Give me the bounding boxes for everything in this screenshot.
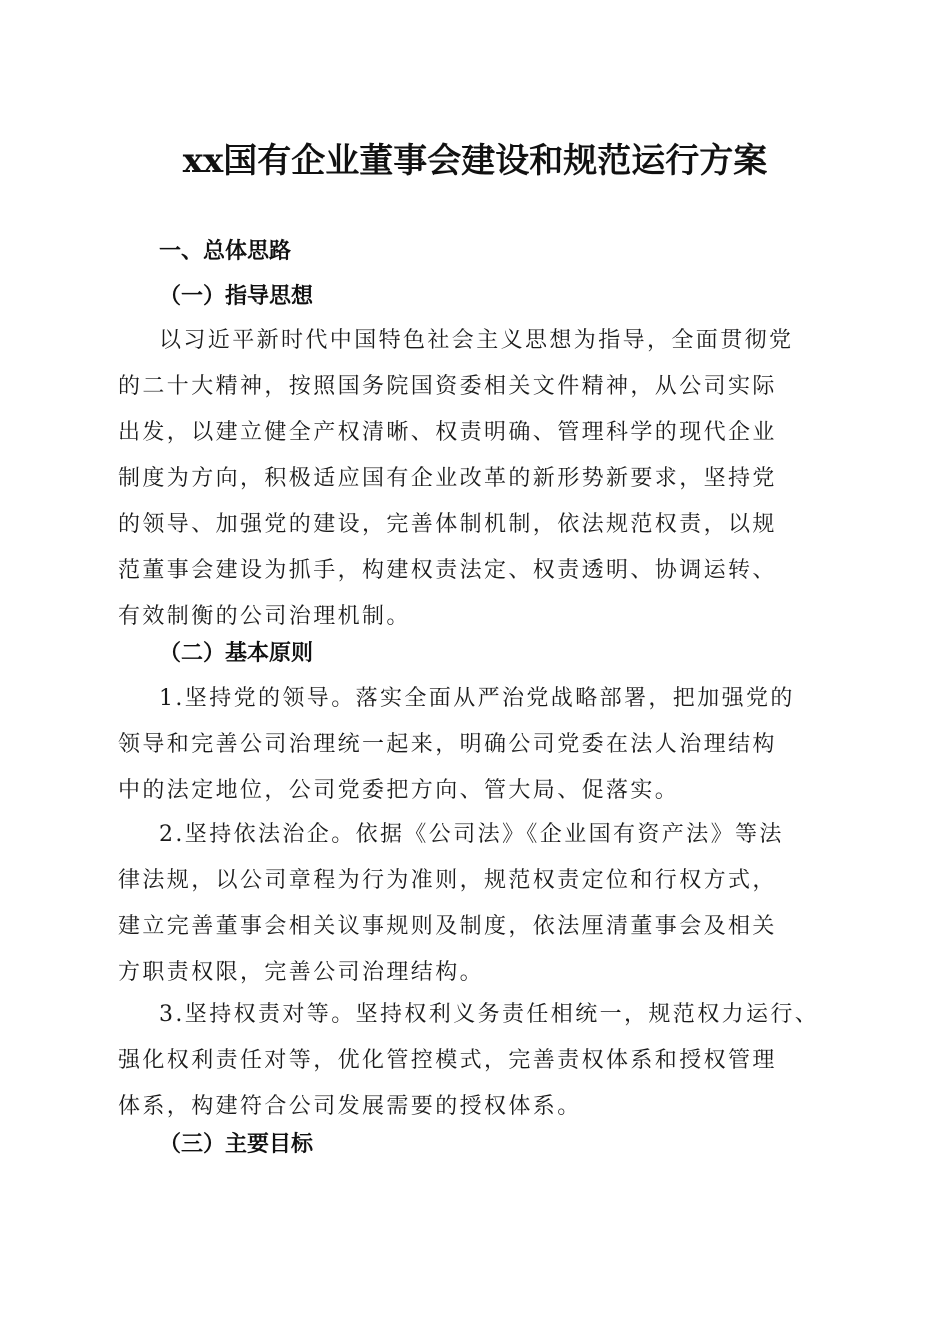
text-line: 有效制衡的公司治理机制。	[118, 604, 411, 629]
text-line: 制度为方向，积极适应国有企业改革的新形势新要求，坚持党	[118, 466, 777, 491]
text-line: 中的法定地位，公司党委把方向、管大局、促落实。	[118, 778, 680, 803]
text-line: 出发，以建立健全产权清晰、权责明确、管理科学的现代企业	[118, 420, 777, 445]
paragraph-principle-2	[118, 812, 838, 996]
subsection-heading-basic-principles: （二）基本原则	[159, 641, 314, 666]
text-line: 方职责权限，完善公司治理结构。	[118, 960, 485, 985]
text-line: 的二十大精神，按照国务院国资委相关文件精神，从公司实际	[118, 374, 777, 399]
document-title: xx国有企业董事会建设和规范运行方案	[182, 141, 768, 181]
text-line: 建立完善董事会相关议事规则及制度，依法厘清董事会及相关	[118, 914, 777, 939]
text-line: 的领导、加强党的建设，完善体制机制，依法规范权责，以规	[118, 512, 777, 537]
paragraph-principle-1	[118, 676, 838, 814]
text-line: 领导和完善公司治理统一起来，明确公司党委在法人治理结构	[118, 732, 777, 757]
text-line: 以习近平新时代中国特色社会主义思想为指导，全面贯彻党	[159, 328, 794, 353]
text-line: 范董事会建设为抓手，构建权责法定、权责透明、协调运转、	[118, 558, 777, 583]
text-line: 2.坚持依法治企。依据《公司法》《企业国有资产法》等法	[159, 822, 784, 847]
section-heading-overall-approach: 一、总体思路	[159, 239, 292, 264]
text-line: 3.坚持权责对等。坚持权利义务责任相统一，规范权力运行、	[159, 1002, 820, 1027]
subsection-heading-main-goals: （三）主要目标	[159, 1132, 314, 1157]
text-line: 体系，构建符合公司发展需要的授权体系。	[118, 1094, 582, 1119]
text-line: 强化权利责任对等，优化管控模式，完善责权体系和授权管理	[118, 1048, 777, 1073]
paragraph-guiding-ideology	[118, 318, 838, 640]
subsection-heading-guiding-ideology: （一）指导思想	[159, 284, 314, 309]
text-line: 律法规，以公司章程为行为准则，规范权责定位和行权方式，	[118, 868, 777, 893]
paragraph-principle-3	[118, 992, 838, 1130]
text-line: 1.坚持党的领导。落实全面从严治党战略部署，把加强党的	[159, 686, 795, 711]
